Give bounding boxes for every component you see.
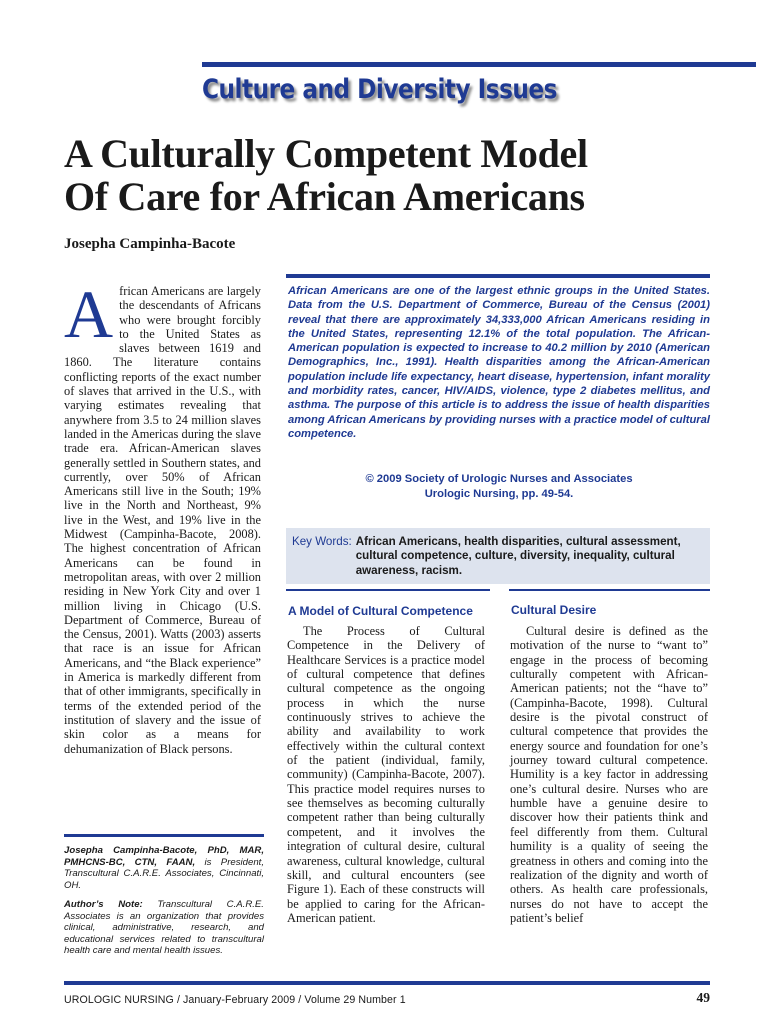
bio-rule bbox=[64, 834, 264, 837]
title-line-1: A Culturally Competent Model bbox=[64, 131, 588, 176]
abstract-rule bbox=[286, 274, 710, 278]
abstract: African Americans are one of the largest ethnic groups in the United States. Data from the U.S. Department of Commerce, Bureau of the Census (2001) reveal that there are approximately 34,333,000 African Americans residing in the United States, representing 12.1% of the total population. The African-American population is expected to increase to 40.2 million by 2010 (American Demographics, Inc., 1991). Health disparities among the African-American population include life expectancy, heart disease, hypertension, infant morality and morbidity rates, cancer, HIV/AIDS, violence, type 2 diabetes mellitus, and asthma. The purpose of this article is to address the issue of health disparities among African Americans by providing nurses with a practice model of cultural competence. bbox=[288, 285, 710, 440]
author-bio bbox=[64, 845, 264, 891]
bio-name: Josepha Campinha-Bacote, PhD, MAR, PMHCNS-BC, CTN, FAAN, bbox=[64, 845, 264, 868]
bio-text: is President, Transcultural C.A.R.E. Associates, Cincinnati, OH. bbox=[64, 856, 264, 891]
drop-cap: A bbox=[64, 276, 114, 352]
bottom-rule bbox=[64, 981, 710, 985]
note-label: Author’s Note: bbox=[64, 899, 143, 910]
copyright-notice bbox=[288, 472, 710, 501]
author-byline: Josepha Campinha-Bacote bbox=[64, 236, 236, 252]
note-text: Transcultural C.A.R.E. Associates is an organization that provides clinical, administrative, research, and educational services related to transcultural health care and mental health issues. bbox=[64, 899, 264, 956]
keywords-box bbox=[286, 528, 710, 584]
copyright-line-2: Urologic Nursing, pp. 49-54. bbox=[424, 487, 574, 500]
intro-column bbox=[64, 276, 261, 756]
keywords-text: African Americans, health disparities, cultural assessment, cultural competence, culture, diversity, inequality, cultural awareness, racism. bbox=[355, 535, 681, 577]
desire-heading-rule bbox=[509, 589, 710, 591]
journal-footer: UROLOGIC NURSING / January-February 2009 / Volume 29 Number 1 bbox=[64, 994, 406, 1006]
desire-text: Cultural desire is defined as the motivation of the nurse to “want to” engage in the process of becoming culturally competent with African-American patients; not the “have to” (Campinha-Bacote, 1998). Cultural desire is the pivotal construct of cultural competence that provides the energy source and foundation for one’s journey toward cultural competence. Humility is a key factor in addressing one’s cultural desire. Nurses who are humble have a genuine desire to discover how their patients think and feel differently from them. Cultural humility is a quality of seeing the greatness in others and coming into the realization of the dignity and worth of others. As health care professionals, nurses do not have to accept the patient’s belief bbox=[510, 624, 708, 925]
section-banner: Culture and Diversity Issues bbox=[202, 74, 557, 105]
author-note bbox=[64, 899, 264, 957]
model-heading: A Model of Cultural Competence bbox=[288, 604, 473, 618]
model-heading-rule bbox=[286, 589, 490, 591]
desire-heading: Cultural Desire bbox=[511, 603, 597, 617]
title-line-2: Of Care for African Americans bbox=[64, 174, 585, 219]
intro-text: frican Americans are largely the descendants of Africans who were brought forcibly to the United States as slaves between 1619 and 1860. The literature contains conflicting reports of the exact number of slaves that arrived in the U.S., with varying estimates revealing that anywhere from 3.5 to 24 million slaves landed in the Americas during the slave trade era. African-American slaves generally settled in Southern states, and currently, over 50% of African Americans still live in the South; 19% live in the North and Northeast, 9% live in the West, and 19% live in the Midwest (Campinha-Bacote, 2008). The highest concentration of African Americans can be found in metropolitan areas, with over 2 million residing in New York City and over 1 million living in Chicago (U.S. Department of Commerce, Bureau of the Census, 2001). Watts (2003) asserts that race is an issue for African Americans, and “the Black experience” in America is markedly different from that of other immigrants, specifically in terms of the extended period of the institution of slavery and the issue of skin color as a means for dehumanization of Black persons. bbox=[64, 284, 261, 756]
page-number: 49 bbox=[696, 990, 710, 1005]
article-title bbox=[64, 132, 724, 218]
model-text: The Process of Cultural Competence in the Delivery of Healthcare Services is a practice model of cultural competence that defines cultural competence as the ongoing process in which the nurse continuously strives to achieve the ability and availability to work effectively within the cultural context of the patient (individual, family, community) (Campinha-Bacote, 2007). This practice model requires nurses to see themselves as becoming culturally competent rather than being culturally competent, and it involves the integration of cultural desire, cultural awareness, cultural knowledge, cultural skill, and cultural encounters (see Figure 1). Each of these constructs will be applied to caring for the African-American patient. bbox=[287, 624, 485, 925]
keywords-label: Key Words: bbox=[292, 535, 352, 548]
top-rule bbox=[202, 62, 756, 67]
copyright-line-1: © 2009 Society of Urologic Nurses and Associates bbox=[365, 473, 633, 485]
